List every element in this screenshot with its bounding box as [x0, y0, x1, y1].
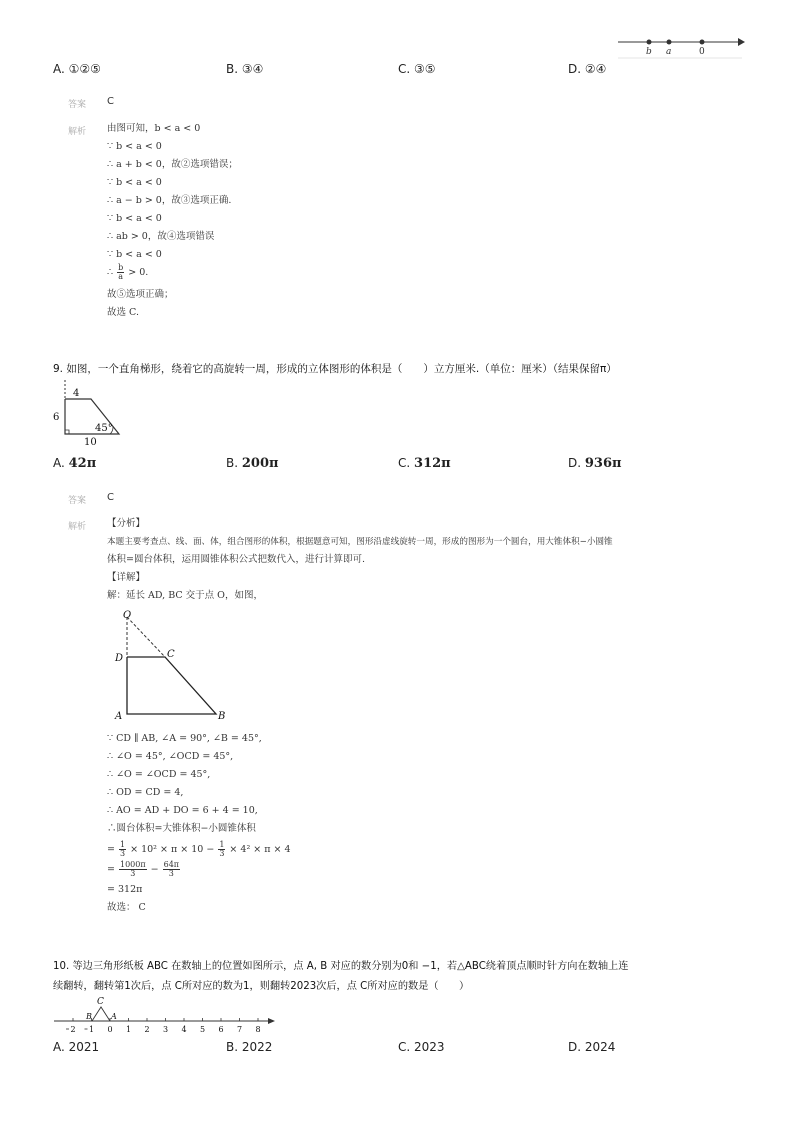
number-line-figure — [612, 32, 747, 60]
q8-option-b[interactable]: B. ③④ — [226, 62, 264, 76]
q9-conclusion: 故选： C — [107, 902, 146, 913]
label-B: B — [218, 711, 226, 722]
q8-line-7: ∴ ab > 0，故④选项错误 — [107, 231, 215, 242]
label-B: B — [86, 1012, 92, 1021]
q10-option-d[interactable]: D. 2024 — [568, 1040, 616, 1054]
axis-tick-label: 7 — [237, 1025, 243, 1034]
label-angle: 45° — [95, 423, 113, 434]
fraction-1-over-3: $\frac{1}{3}$ — [119, 840, 126, 858]
axis-tick-label: 6 — [218, 1025, 224, 1034]
q9-fenxi-1: 本题主要考查点、线、面、体，组合图形的体积，根据题意可知，图形沿虚线旋转一周，形成的图形为一个圆台，用大锥体积−小圆锥 — [107, 537, 613, 547]
axis-tick-label: 1 — [126, 1025, 132, 1034]
q8-option-a[interactable]: A. ①②⑤ — [53, 62, 101, 76]
q9-xiangjie-1: 解：延长 AD, BC 交于点 O，如图， — [107, 590, 263, 601]
label-D: D — [115, 653, 124, 664]
label-C: C — [97, 997, 104, 1007]
axis-arrow — [268, 1018, 275, 1024]
triangle-abc — [92, 1007, 110, 1021]
q9-calc-2: = $\frac{1000\pi}{3}$ − $\frac{64\pi}{3}$ — [107, 860, 180, 878]
q8-line-8: ∵ b < a < 0 — [107, 249, 162, 260]
q10-option-a[interactable]: A. 2021 — [53, 1040, 100, 1054]
q9-analysis-tag: 解析 — [68, 522, 87, 532]
q9-xiangjie-title: 【详解】 — [107, 572, 146, 583]
q8-line-2: ∵ b < a < 0 — [107, 141, 162, 152]
q9-fenxi-2: 体积=圆台体积，运用圆锥体积公式把数代入，进行计算即可. — [107, 554, 365, 565]
axis-ticks — [66, 1018, 261, 1034]
fraction-64pi-over-3: $\frac{64\pi}{3}$ — [163, 860, 180, 878]
label-C: C — [167, 649, 175, 660]
q9-step-5: ∴ AO = AD + DO = 6 + 4 = 10, — [107, 805, 258, 816]
q8-option-d[interactable]: D. ②④ — [568, 62, 607, 76]
q10-question-1: 10. 等边三角形纸板 ABC 在数轴上的位置如图所示，点 A, B 对应的数分别为0和 −1，若△ABC绕着顶点顺时针方向在数轴上连 — [53, 961, 629, 972]
axis-tick-label: 2 — [70, 1025, 76, 1034]
q10-option-b[interactable]: B. 2022 — [226, 1040, 273, 1054]
q9-answer: C — [107, 492, 114, 503]
axis-tick-label: 5 — [200, 1025, 206, 1034]
dashed-oc — [127, 617, 165, 657]
q8-analysis-tag: 解析 — [68, 127, 87, 137]
q8-line-3: ∴ a + b < 0，故②选项错误； — [107, 159, 238, 170]
fraction-1-over-3-b: $\frac{1}{3}$ — [219, 840, 225, 858]
q9-calc-1: = $\frac{1}{3}$ × 10² × π × 10 − $\frac{1}{3}$ × 4² × π × 4 — [107, 840, 291, 858]
label-0: 0 — [699, 47, 705, 57]
point-a — [667, 40, 672, 45]
q9-option-b[interactable]: B. 200π — [226, 456, 279, 471]
q9-calc-3: = 312π — [107, 884, 143, 895]
q8-option-c[interactable]: C. ③⑤ — [398, 62, 436, 76]
point-0 — [700, 40, 705, 45]
q9-option-a[interactable]: A. 42π — [53, 456, 97, 471]
q8-line-6: ∵ b < a < 0 — [107, 213, 162, 224]
q9-extended-figure — [108, 606, 238, 724]
q10-option-c[interactable]: C. 2023 — [398, 1040, 445, 1054]
q8-answer-tag: 答案 — [68, 100, 87, 110]
label-O: O — [123, 610, 132, 621]
q9-step-2: ∴ ∠O = 45°, ∠OCD = 45°, — [107, 751, 234, 762]
fraction-1000pi-over-3: $\frac{1000\pi}{3}$ — [119, 860, 146, 878]
q9-answer-tag: 答案 — [68, 496, 87, 506]
axis-tick-label: 2 — [144, 1025, 150, 1034]
q8-line-10: 故⑤选项正确； — [107, 289, 174, 300]
label-a: a — [666, 47, 672, 57]
axis-tick-label: 3 — [163, 1025, 169, 1034]
trapezoid-abcd — [127, 657, 216, 714]
q9-option-d[interactable]: D. 936π — [568, 456, 622, 471]
axis-tick-label: 0 — [107, 1025, 113, 1034]
label-b: b — [646, 47, 652, 57]
axis-tick-label: 1 — [89, 1025, 95, 1034]
label-height: 6 — [53, 412, 60, 423]
q10-question-2: 续翻转，翻转第1次后，点 C所对应的数为1，则翻转2023次后，点 C所对应的数是（ ） — [53, 981, 470, 992]
q9-step-4: ∴ OD = CD = 4, — [107, 787, 184, 798]
q9-step-3: ∴ ∠O = ∠OCD = 45°, — [107, 769, 211, 780]
label-A: A — [111, 1012, 117, 1021]
label-A: A — [115, 711, 123, 722]
q9-question: 9. 如图，一个直角梯形，绕着它的高旋转一周，形成的立体图形的体积是（ ）立方厘米.（单位：厘米）（结果保留π） — [53, 363, 617, 375]
q9-step-6: ∴圆台体积=大锥体积−小圆锥体积 — [107, 823, 256, 834]
q8-line-1: 由图可知，b < a < 0 — [107, 123, 201, 134]
q8-line-5: ∴ a − b > 0，故③选项正确. — [107, 195, 232, 206]
q8-line-9-fraction: ∴ $\frac{b}{a}$ > 0. — [107, 263, 149, 281]
axis-tick-label: 4 — [181, 1025, 187, 1034]
q9-trapezoid-figure — [50, 378, 130, 448]
point-b — [647, 40, 652, 45]
axis-tick-label: 8 — [255, 1025, 261, 1034]
label-bottom: 10 — [84, 437, 97, 448]
q9-step-1: ∵ CD ∥ AB, ∠A = 90°, ∠B = 45°, — [107, 733, 262, 744]
q8-answer: C — [107, 96, 114, 107]
label-top: 4 — [73, 388, 80, 399]
q10-number-line-figure — [50, 992, 278, 1036]
axis-arrow — [738, 38, 745, 46]
q8-line-11: 故选 C. — [107, 307, 139, 318]
q9-fenxi-title: 【分析】 — [107, 518, 146, 529]
q9-option-c[interactable]: C. 312π — [398, 456, 451, 471]
q8-line-4: ∵ b < a < 0 — [107, 177, 162, 188]
fraction-b-over-a: $\frac{b}{a}$ — [118, 263, 124, 281]
